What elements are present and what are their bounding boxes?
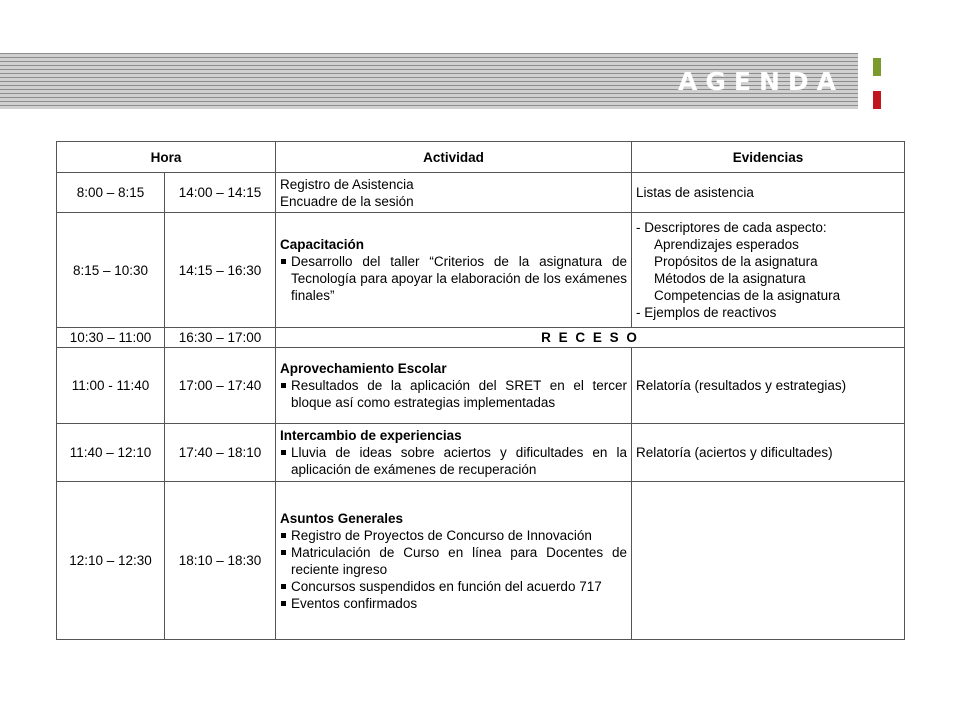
- activity-item: Matriculación de Curso en línea para Docentes de reciente ingreso: [280, 544, 627, 578]
- activity-title: Aprovechamiento Escolar: [280, 361, 447, 376]
- activity-cell: [276, 482, 632, 640]
- evidence-cell: [632, 213, 905, 328]
- time-morning: 12:10 – 12:30: [57, 482, 165, 640]
- table-row: [57, 424, 905, 482]
- time-afternoon: 17:40 – 18:10: [165, 424, 276, 482]
- time-morning: 8:15 – 10:30: [57, 213, 165, 328]
- time-afternoon: 14:00 – 14:15: [165, 173, 276, 213]
- time-afternoon: 17:00 – 17:40: [165, 348, 276, 424]
- evidence-line: Aprendizajes esperados: [654, 237, 799, 252]
- evidence-cell: Listas de asistencia: [632, 173, 905, 213]
- activity-cell: [276, 348, 632, 424]
- evidence-cell: Relatoría (aciertos y dificultades): [632, 424, 905, 482]
- time-afternoon: 14:15 – 16:30: [165, 213, 276, 328]
- evidence-cell: Relatoría (resultados y estrategias): [632, 348, 905, 424]
- table-header-row: [57, 142, 905, 173]
- activity-item: Lluvia de ideas sobre aciertos y dificultades en la aplicación de exámenes de recuperación: [280, 444, 627, 478]
- time-afternoon: 18:10 – 18:30: [165, 482, 276, 640]
- table-row: [57, 482, 905, 640]
- time-afternoon: 16:30 – 17:00: [165, 328, 276, 348]
- time-morning: 10:30 – 11:00: [57, 328, 165, 348]
- time-morning: 11:00 - 11:40: [57, 348, 165, 424]
- table-row: [57, 328, 905, 348]
- header-hora: Hora: [57, 142, 276, 173]
- table-row: [57, 173, 905, 213]
- activity-cell: [276, 424, 632, 482]
- activity-item: Eventos confirmados: [280, 595, 627, 612]
- table-row: [57, 213, 905, 328]
- activity-cell: [276, 173, 632, 213]
- activity-item: Desarrollo del taller “Criterios de la asignatura de Tecnología para apoyar la elaboración de los exámenes finales”: [280, 253, 627, 304]
- evidence-cell: [632, 482, 905, 640]
- page-title: AGENDA: [678, 67, 844, 96]
- evidence-line: - Ejemplos de reactivos: [636, 305, 777, 320]
- table-row: [57, 348, 905, 424]
- activity-title: Capacitación: [280, 237, 365, 252]
- evidence-line: Propósitos de la asignatura: [654, 254, 818, 269]
- recess-label: R E C E S O: [276, 328, 905, 348]
- accent-bar-red: [873, 91, 881, 109]
- activity-item: Concursos suspendidos en función del acuerdo 717: [280, 578, 627, 595]
- evidence-line: Competencias de la asignatura: [654, 288, 841, 303]
- time-morning: 11:40 – 12:10: [57, 424, 165, 482]
- activity-item: Resultados de la aplicación del SRET en el tercer bloque así como estrategias implementadas: [280, 377, 627, 411]
- activity-line: Registro de Asistencia: [280, 176, 414, 192]
- activity-title: Intercambio de experiencias: [280, 428, 462, 443]
- activity-cell: [276, 213, 632, 328]
- header-banner: [0, 53, 858, 109]
- header-evidencias: Evidencias: [632, 142, 905, 173]
- accent-bar-green: [873, 58, 881, 76]
- header-actividad: Actividad: [276, 142, 632, 173]
- time-morning: 8:00 – 8:15: [57, 173, 165, 213]
- evidence-line: Métodos de la asignatura: [654, 271, 806, 286]
- evidence-line: - Descriptores de cada aspecto:: [636, 220, 827, 235]
- activity-item: Registro de Proyectos de Concurso de Innovación: [280, 527, 627, 544]
- activity-line: Encuadre de la sesión: [280, 193, 414, 209]
- activity-title: Asuntos Generales: [280, 510, 404, 526]
- agenda-table: [56, 141, 905, 640]
